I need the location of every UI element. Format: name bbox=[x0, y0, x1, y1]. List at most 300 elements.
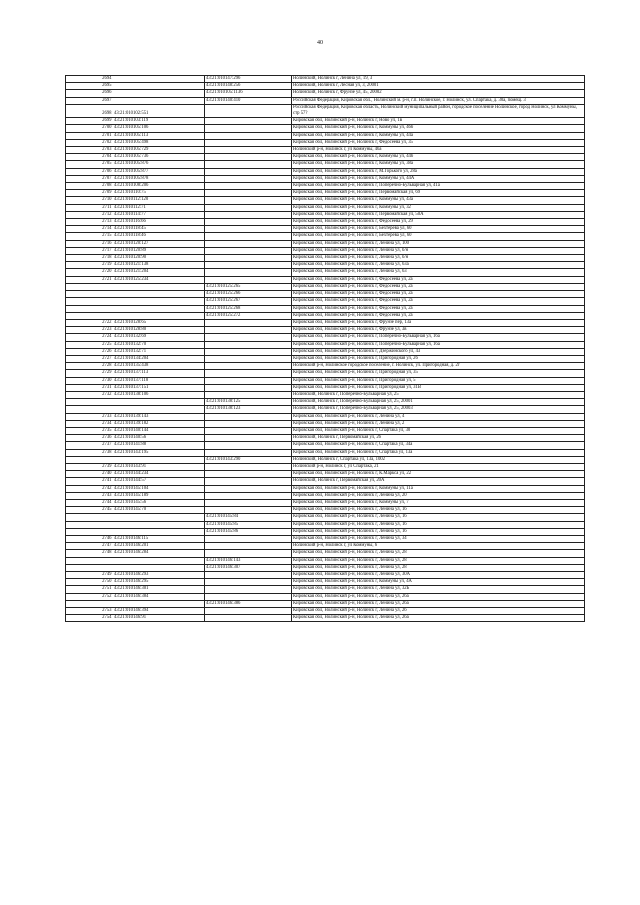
address-cell: Кировская обл, Нолинский р-н, Нолинск г, Ленина ул, 28 bbox=[291, 550, 584, 557]
parcel-cadastral-number-cell: 43:21:010145:56 bbox=[113, 499, 205, 506]
row-number-cell: 2707 bbox=[66, 175, 113, 182]
object-cadastral-number-cell bbox=[204, 183, 291, 190]
table-row bbox=[66, 557, 585, 564]
table-row bbox=[66, 211, 585, 218]
address-cell: Кировская обл, Нолинский р-н, Нолинск г, Ленина ул, 30А bbox=[291, 572, 584, 579]
address-cell: Кировская обл, Нолинский р-н, Нолинск г, Коммуны ул, 38а bbox=[291, 161, 584, 168]
table-row bbox=[66, 168, 585, 175]
row-number-cell: 2726 bbox=[66, 348, 113, 355]
address-cell: Кировская обл, Нолинский р-н, Нолинск г, Поперечно-Бульварная ул, 41а bbox=[291, 183, 584, 190]
row-number-cell: 2742 bbox=[66, 485, 113, 492]
object-cadastral-number-cell bbox=[204, 154, 291, 161]
parcel-cadastral-number-cell bbox=[113, 600, 205, 607]
object-cadastral-number-cell bbox=[204, 593, 291, 600]
object-cadastral-number-cell bbox=[204, 536, 291, 543]
object-cadastral-number-cell bbox=[204, 586, 291, 593]
parcel-cadastral-number-cell: 43:21:010120:127 bbox=[113, 240, 205, 247]
table-row bbox=[66, 355, 585, 362]
row-number-cell: 2702 bbox=[66, 139, 113, 146]
object-cadastral-number-cell bbox=[204, 204, 291, 211]
object-cadastral-number-cell: 43:21:010146:386 bbox=[204, 600, 291, 607]
address-cell: Кировская обл, Нолинский р-н, Нолинск г, Федосеева ул, 35 bbox=[291, 139, 584, 146]
parcel-cadastral-number-cell bbox=[113, 83, 205, 90]
table-row bbox=[66, 579, 585, 586]
table-row bbox=[66, 363, 585, 370]
row-number-cell: 2695 bbox=[66, 83, 113, 90]
object-cadastral-number-cell: 43:21:010125:272 bbox=[204, 312, 291, 319]
address-cell: Кировская обл, Нолинский р-н, Нолинск г, Ленина ул, 2 bbox=[291, 420, 584, 427]
table-row bbox=[66, 615, 585, 622]
row-number-cell: 2717 bbox=[66, 247, 113, 254]
table-row bbox=[66, 521, 585, 528]
table-row bbox=[66, 449, 585, 456]
parcel-cadastral-number-cell: 43:21:010146:384 bbox=[113, 593, 205, 600]
row-number-cell: 2749 bbox=[66, 572, 113, 579]
row-number-cell: 2732 bbox=[66, 391, 113, 398]
parcel-cadastral-number-cell: 43:21:010105:113 bbox=[113, 132, 205, 139]
parcel-cadastral-number-cell: 43:21:010146:295 bbox=[113, 579, 205, 586]
object-cadastral-number-cell: 43:21:010125:267 bbox=[204, 298, 291, 305]
address-cell: Кировская обл, Нолинский р-н, Нолинск г, Коммуны ул, 11а bbox=[291, 485, 584, 492]
object-cadastral-number-cell bbox=[204, 269, 291, 276]
object-cadastral-number-cell: 43:21:010138:123 bbox=[204, 406, 291, 413]
row-number-cell bbox=[66, 528, 113, 535]
row-number-cell bbox=[66, 514, 113, 521]
parcel-cadastral-number-cell: 43:21:010140:144 bbox=[113, 427, 205, 434]
row-number-cell: 2752 bbox=[66, 593, 113, 600]
parcel-cadastral-number-cell: 43:21:010146:301 bbox=[113, 586, 205, 593]
address-cell: Кировская обл, Нолинский р-н, Нолинск г, Ленина ул, 16 bbox=[291, 521, 584, 528]
row-number-cell: 2746 bbox=[66, 536, 113, 543]
parcel-cadastral-number-cell bbox=[113, 305, 205, 312]
parcel-cadastral-number-cell: 43:21:010103:119 bbox=[113, 118, 205, 125]
parcel-cadastral-number-cell: 43:21:010112:71 bbox=[113, 204, 205, 211]
table-row bbox=[66, 240, 585, 247]
address-cell: Кировская обл, Нолинский р-н, Нолинск г, Поперечно-Бульварная ул, 16а bbox=[291, 341, 584, 348]
parcel-cadastral-number-cell: 43:21:010105:106 bbox=[113, 125, 205, 132]
parcel-cadastral-number-cell: 43:21:010141:88 bbox=[113, 442, 205, 449]
address-cell: Кировская обл, Нолинский р-н, Нолинск г, К.Маркса ул, 22 bbox=[291, 471, 584, 478]
address-cell: Кировская обл, Нолинский р-н, Нолинск г, Спартака ул, 34а bbox=[291, 442, 584, 449]
row-number-cell bbox=[66, 283, 113, 290]
object-cadastral-number-cell: 43:21:010147:296 bbox=[204, 76, 291, 83]
parcel-cadastral-number-cell: 43:21:010143:91 bbox=[113, 463, 205, 470]
object-cadastral-number-cell bbox=[204, 161, 291, 168]
address-cell: Кировская обл, Нолинский р-н, Нолинск г, Ленина ул, 28 bbox=[291, 564, 584, 571]
object-cadastral-number-cell: 43:21:010125:268 bbox=[204, 305, 291, 312]
address-cell: Нолинский, Нолинск г, Поперечно-Бульварная ул, 25 bbox=[291, 391, 584, 398]
table-row bbox=[66, 175, 585, 182]
address-cell: Кировская обл, Нолинский р-н, Нолинск г, Первомайская ул, 50А bbox=[291, 211, 584, 218]
parcel-cadastral-number-cell: 43:21:010128:65 bbox=[113, 319, 205, 326]
address-cell: Нолинский, Нолинск г, Лесная ул, 3, 20001 bbox=[291, 83, 584, 90]
address-cell: Кировская обл, Нолинский р-н, Нолинск г, Пригородная ул, 5 bbox=[291, 377, 584, 384]
object-cadastral-number-cell bbox=[204, 104, 291, 117]
row-number-cell: 2744 bbox=[66, 499, 113, 506]
parcel-cadastral-number-cell: 43:21:010146:201 bbox=[113, 543, 205, 550]
table-row bbox=[66, 514, 585, 521]
table-row bbox=[66, 435, 585, 442]
address-cell: Кировская обл, Нолинский р-н, Нолинск г, Коммуны ул, 46б bbox=[291, 125, 584, 132]
address-cell: Кировская обл, Нолинский р-н, Нолинск г, Ленина ул, 63 bbox=[291, 269, 584, 276]
object-cadastral-number-cell bbox=[204, 391, 291, 398]
address-cell: Кировская обл, Нолинский р-н, Нолинск г, Ленина ул, 34 bbox=[291, 536, 584, 543]
address-cell: Кировская обл, Нолинский р-н, Нолинск г, Ленина ул, 20 bbox=[291, 492, 584, 499]
address-cell: Нолинский, Нолинск г, Первомайская ул, 20А bbox=[291, 478, 584, 485]
object-cadastral-number-cell bbox=[204, 197, 291, 204]
row-number-cell: 2716 bbox=[66, 240, 113, 247]
object-cadastral-number-cell bbox=[204, 579, 291, 586]
object-cadastral-number-cell bbox=[204, 175, 291, 182]
table-row bbox=[66, 406, 585, 413]
object-cadastral-number-cell: 43:21:010146:307 bbox=[204, 564, 291, 571]
row-number-cell: 2725 bbox=[66, 341, 113, 348]
row-number-cell: 2724 bbox=[66, 334, 113, 341]
parcel-cadastral-number-cell: 43:21:010143:195 bbox=[113, 449, 205, 456]
table-row bbox=[66, 543, 585, 550]
table-row bbox=[66, 420, 585, 427]
object-cadastral-number-cell bbox=[204, 240, 291, 247]
table-row bbox=[66, 97, 585, 104]
table-row bbox=[66, 413, 585, 420]
address-cell: Кировская обл, Нолинский р-н, Нолинск г, Бехтерева ул, 60 bbox=[291, 233, 584, 240]
address-cell: Кировская обл, Нолинский р-н, Нолинск г, Ленина ул, 16 bbox=[291, 528, 584, 535]
object-cadastral-number-cell bbox=[204, 319, 291, 326]
table-row bbox=[66, 384, 585, 391]
row-number-cell bbox=[66, 600, 113, 607]
parcel-cadastral-number-cell bbox=[113, 564, 205, 571]
row-number-cell bbox=[66, 456, 113, 463]
parcel-cadastral-number-cell: 43:21:010105:877 bbox=[113, 168, 205, 175]
address-cell: Российская Федерация, Кировская область, Нолинский муниципальный район, городское поселение Нолинское, город Нолинск, ул Коммуны, стр 57? bbox=[291, 104, 584, 117]
table-row bbox=[66, 83, 585, 90]
row-number-cell: 2739 bbox=[66, 463, 113, 470]
address-cell: Кировская обл, Нолинский р-н, Нолинск г, Ленина ул, 32Б bbox=[291, 586, 584, 593]
row-number-cell: 2712 bbox=[66, 211, 113, 218]
object-cadastral-number-cell bbox=[204, 572, 291, 579]
row-number-cell bbox=[66, 298, 113, 305]
row-number-cell: 2747 bbox=[66, 543, 113, 550]
row-number-cell: 2727 bbox=[66, 355, 113, 362]
table-row bbox=[66, 399, 585, 406]
address-cell: Кировская обл, Нолинский р-н, Нолинск г, Ленина ул, 16 bbox=[291, 507, 584, 514]
row-number-cell: 2715 bbox=[66, 233, 113, 240]
parcel-cadastral-number-cell: 43:21:010144:57 bbox=[113, 478, 205, 485]
object-cadastral-number-cell bbox=[204, 543, 291, 550]
table-row bbox=[66, 190, 585, 197]
parcel-cadastral-number-cell bbox=[113, 90, 205, 97]
object-cadastral-number-cell: 43:21:010145:86 bbox=[204, 528, 291, 535]
object-cadastral-number-cell bbox=[204, 355, 291, 362]
parcel-cadastral-number-cell: 43:21:010125:234 bbox=[113, 276, 205, 283]
row-number-cell: 2734 bbox=[66, 420, 113, 427]
object-cadastral-number-cell bbox=[204, 118, 291, 125]
parcel-cadastral-number-cell: 43:21:010146:115 bbox=[113, 536, 205, 543]
parcel-cadastral-number-cell: 43:21:010121:138 bbox=[113, 262, 205, 269]
object-cadastral-number-cell bbox=[204, 247, 291, 254]
address-cell: Нолинский р-н, Нолинское городское поселение, г. Нолинск, ул. Пригородная, д. 2г bbox=[291, 363, 584, 370]
object-cadastral-number-cell: 43:21:010125:266 bbox=[204, 291, 291, 298]
parcel-cadastral-number-cell: 43:21:010121:204 bbox=[113, 269, 205, 276]
parcel-cadastral-number-cell: 43:21:010102:551 bbox=[113, 104, 205, 117]
address-cell: Кировская обл, Нолинский р-н, Нолинск г, Федосеева ул, 2а bbox=[291, 312, 584, 319]
parcel-cadastral-number-cell: 43:21:010105:878 bbox=[113, 175, 205, 182]
object-cadastral-number-cell bbox=[204, 219, 291, 226]
row-number-cell: 2731 bbox=[66, 384, 113, 391]
row-number-cell: 2698 bbox=[66, 104, 113, 117]
object-cadastral-number-cell bbox=[204, 608, 291, 615]
parcel-cadastral-number-cell: 43:21:010145:104 bbox=[113, 485, 205, 492]
table-row bbox=[66, 507, 585, 514]
row-number-cell: 2700 bbox=[66, 125, 113, 132]
parcel-cadastral-number-cell: 43:21:010138:106 bbox=[113, 391, 205, 398]
address-cell: Кировская обл, Нолинский р-н, Нолинск г, Федосеева ул, 2а bbox=[291, 283, 584, 290]
row-number-cell: 2694 bbox=[66, 76, 113, 83]
row-number-cell: 2699 bbox=[66, 118, 113, 125]
object-cadastral-number-cell bbox=[204, 499, 291, 506]
parcel-cadastral-number-cell: 43:21:010137:118 bbox=[113, 377, 205, 384]
address-cell: Нолинский р-н, Нолинск г, ул Спартака, 21 bbox=[291, 463, 584, 470]
object-cadastral-number-cell bbox=[204, 384, 291, 391]
row-number-cell: 2738 bbox=[66, 449, 113, 456]
object-cadastral-number-cell bbox=[204, 262, 291, 269]
table-row bbox=[66, 118, 585, 125]
object-cadastral-number-cell bbox=[204, 492, 291, 499]
parcel-cadastral-number-cell bbox=[113, 406, 205, 413]
table-row bbox=[66, 305, 585, 312]
object-cadastral-number-cell bbox=[204, 370, 291, 377]
table-row bbox=[66, 125, 585, 132]
table-row bbox=[66, 572, 585, 579]
row-number-cell: 2705 bbox=[66, 161, 113, 168]
object-cadastral-number-cell: 43:21:010148:256 bbox=[204, 83, 291, 90]
table-row bbox=[66, 528, 585, 535]
address-cell: Кировская обл, Нолинский р-н, Нолинск г, Ленина ул, 16 bbox=[291, 514, 584, 521]
parcel-cadastral-number-cell: 43:21:010137:113 bbox=[113, 370, 205, 377]
row-number-cell: 2753 bbox=[66, 608, 113, 615]
object-cadastral-number-cell: 43:21:010143:290 bbox=[204, 456, 291, 463]
table-row bbox=[66, 226, 585, 233]
address-cell: Нолинский, Нолинск г, Первомайская ул, 26 bbox=[291, 435, 584, 442]
object-cadastral-number-cell bbox=[204, 615, 291, 622]
parcel-cadastral-number-cell bbox=[113, 521, 205, 528]
parcel-cadastral-number-cell bbox=[113, 97, 205, 104]
address-cell: Кировская обл, Нолинский р-н, Нолинск г, Ленина ул, 26а bbox=[291, 593, 584, 600]
row-number-cell bbox=[66, 291, 113, 298]
table-row bbox=[66, 247, 585, 254]
parcel-cadastral-number-cell: 43:21:010105:876 bbox=[113, 161, 205, 168]
row-number-cell: 2703 bbox=[66, 147, 113, 154]
address-cell: Кировская обл, Нолинский р-н, Нолинск г, Коммуны ул, 32 bbox=[291, 204, 584, 211]
table-row bbox=[66, 269, 585, 276]
table-row bbox=[66, 564, 585, 571]
address-cell: Кировская обл, Нолинский р-н, Нолинск г, Фрунзе ул, 3в bbox=[291, 327, 584, 334]
object-cadastral-number-cell: 43:21:010145:85 bbox=[204, 521, 291, 528]
row-number-cell: 2704 bbox=[66, 154, 113, 161]
row-number-cell bbox=[66, 557, 113, 564]
parcel-cadastral-number-cell: 43:21:010118:45 bbox=[113, 226, 205, 233]
row-number-cell: 2754 bbox=[66, 615, 113, 622]
table-row bbox=[66, 283, 585, 290]
table-row bbox=[66, 550, 585, 557]
row-number-cell: 2737 bbox=[66, 442, 113, 449]
row-number-cell: 2751 bbox=[66, 586, 113, 593]
object-cadastral-number-cell bbox=[204, 507, 291, 514]
row-number-cell: 2736 bbox=[66, 435, 113, 442]
parcel-cadastral-number-cell: 43:21:010146:293 bbox=[113, 572, 205, 579]
address-cell: Кировская обл, Нолинский р-н, Нолинск г, Федосеева ул, 29 bbox=[291, 219, 584, 226]
parcel-cadastral-number-cell: 43:21:010110:75 bbox=[113, 190, 205, 197]
address-cell: Кировская обл, Нолинский р-н, Нолинск г, Коммуны ул, 44а bbox=[291, 132, 584, 139]
table-row bbox=[66, 132, 585, 139]
object-cadastral-number-cell: 43:21:010105:1136 bbox=[204, 90, 291, 97]
registry-table-body bbox=[66, 76, 585, 622]
object-cadastral-number-cell bbox=[204, 327, 291, 334]
row-number-cell: 2748 bbox=[66, 550, 113, 557]
address-cell: Нолинский р-н, Нолинск г, ул Коммуны, 6 bbox=[291, 543, 584, 550]
parcel-cadastral-number-cell: 43:21:010105:729 bbox=[113, 147, 205, 154]
object-cadastral-number-cell bbox=[204, 334, 291, 341]
parcel-cadastral-number-cell: 43:21:010146:394 bbox=[113, 608, 205, 615]
parcel-cadastral-number-cell: 43:21:010146:284 bbox=[113, 550, 205, 557]
address-cell: Нолинский, Нолинск г, Поперечно-Бульварная ул, 25, 20001 bbox=[291, 399, 584, 406]
parcel-cadastral-number-cell: 43:21:010120:90 bbox=[113, 255, 205, 262]
table-row bbox=[66, 298, 585, 305]
table-row bbox=[66, 341, 585, 348]
parcel-cadastral-number-cell: 43:21:010145:189 bbox=[113, 492, 205, 499]
address-cell: Кировская обл, Нолинский р-н, Нолинск г, Коммуны ул, 43а bbox=[291, 197, 584, 204]
parcel-cadastral-number-cell: 43:21:010140:56 bbox=[113, 435, 205, 442]
address-cell: Нолинский, Нолинск г, Фрунзе ул, 45, 20002 bbox=[291, 90, 584, 97]
table-row bbox=[66, 104, 585, 117]
object-cadastral-number-cell bbox=[204, 226, 291, 233]
table-row bbox=[66, 492, 585, 499]
table-row bbox=[66, 600, 585, 607]
object-cadastral-number-cell bbox=[204, 168, 291, 175]
row-number-cell: 2706 bbox=[66, 168, 113, 175]
parcel-cadastral-number-cell bbox=[113, 291, 205, 298]
parcel-cadastral-number-cell bbox=[113, 298, 205, 305]
address-cell: Нолинский, Нолинск г, Ленина ул, 19, 3 bbox=[291, 76, 584, 83]
table-row bbox=[66, 536, 585, 543]
table-row bbox=[66, 219, 585, 226]
row-number-cell: 2719 bbox=[66, 262, 113, 269]
parcel-cadastral-number-cell bbox=[113, 456, 205, 463]
object-cadastral-number-cell: 43:21:010138:125 bbox=[204, 399, 291, 406]
row-number-cell bbox=[66, 399, 113, 406]
object-cadastral-number-cell bbox=[204, 211, 291, 218]
table-row bbox=[66, 485, 585, 492]
address-cell: Кировская обл, Нолинский р-н, Нолинск г, Ленина ул, 28 bbox=[291, 557, 584, 564]
object-cadastral-number-cell bbox=[204, 413, 291, 420]
parcel-cadastral-number-cell bbox=[113, 399, 205, 406]
row-number-cell: 2728 bbox=[66, 363, 113, 370]
table-row bbox=[66, 204, 585, 211]
address-cell: Кировская обл, Нолинский р-н, Нолинск г, Коммуны ул, 4А bbox=[291, 579, 584, 586]
table-row bbox=[66, 197, 585, 204]
table-row bbox=[66, 478, 585, 485]
row-number-cell: 2733 bbox=[66, 413, 113, 420]
parcel-cadastral-number-cell bbox=[113, 283, 205, 290]
row-number-cell: 2710 bbox=[66, 197, 113, 204]
parcel-cadastral-number-cell: 43:21:010144:234 bbox=[113, 471, 205, 478]
address-cell: Кировская обл, Нолинский р-н, Нолинск г, Ленина ул, 26а bbox=[291, 600, 584, 607]
parcel-cadastral-number-cell: 43:21:010139:143 bbox=[113, 413, 205, 420]
address-cell: Кировская обл, Нолинский р-н, Нолинск г, Ленина ул, 63а bbox=[291, 262, 584, 269]
address-cell: Кировская обл, Нолинский р-н, Нолинск г, Поперечно-Бульварная ул, 16а bbox=[291, 334, 584, 341]
address-cell: Кировская обл, Нолинский р-н, Нолинск г, Федосеева ул, 2а bbox=[291, 276, 584, 283]
row-number-cell: 2745 bbox=[66, 507, 113, 514]
parcel-cadastral-number-cell bbox=[113, 76, 205, 83]
table-row bbox=[66, 147, 585, 154]
table-row bbox=[66, 370, 585, 377]
row-number-cell: 2729 bbox=[66, 370, 113, 377]
parcel-cadastral-number-cell bbox=[113, 528, 205, 535]
parcel-cadastral-number-cell: 43:21:010114:77 bbox=[113, 211, 205, 218]
object-cadastral-number-cell bbox=[204, 276, 291, 283]
object-cadastral-number-cell bbox=[204, 449, 291, 456]
object-cadastral-number-cell bbox=[204, 442, 291, 449]
table-row bbox=[66, 327, 585, 334]
address-cell: Кировская обл, Нолинский р-н, Нолинск г, М.Горького ул, 28а bbox=[291, 168, 584, 175]
address-cell: Кировская обл, Нолинский р-н, Нолинск г, Коммуны ул, 44б bbox=[291, 154, 584, 161]
address-cell: Нолинский р-н, Нолинск г, ул Коммуны, 46а bbox=[291, 147, 584, 154]
table-row bbox=[66, 312, 585, 319]
parcel-cadastral-number-cell bbox=[113, 312, 205, 319]
address-cell: Кировская обл, Нолинский р-н, Нолинск г, Бехтерева ул, 60 bbox=[291, 226, 584, 233]
parcel-cadastral-number-cell: 43:21:010145:70 bbox=[113, 507, 205, 514]
table-row bbox=[66, 593, 585, 600]
table-row bbox=[66, 319, 585, 326]
parcel-cadastral-number-cell: 43:21:010139:182 bbox=[113, 420, 205, 427]
table-row bbox=[66, 154, 585, 161]
parcel-cadastral-number-cell: 43:21:010118:46 bbox=[113, 233, 205, 240]
parcel-cadastral-number-cell: 43:21:010120:89 bbox=[113, 247, 205, 254]
table-row bbox=[66, 348, 585, 355]
table-row bbox=[66, 608, 585, 615]
row-number-cell: 2721 bbox=[66, 276, 113, 283]
object-cadastral-number-cell bbox=[204, 125, 291, 132]
object-cadastral-number-cell bbox=[204, 435, 291, 442]
row-number-cell bbox=[66, 305, 113, 312]
row-number-cell bbox=[66, 564, 113, 571]
object-cadastral-number-cell bbox=[204, 485, 291, 492]
object-cadastral-number-cell bbox=[204, 255, 291, 262]
table-row bbox=[66, 334, 585, 341]
row-number-cell bbox=[66, 312, 113, 319]
table-row bbox=[66, 499, 585, 506]
table-row bbox=[66, 586, 585, 593]
object-cadastral-number-cell bbox=[204, 377, 291, 384]
row-number-cell: 2723 bbox=[66, 327, 113, 334]
table-row bbox=[66, 183, 585, 190]
parcel-cadastral-number-cell: 43:21:010132:71 bbox=[113, 348, 205, 355]
row-number-cell: 2711 bbox=[66, 204, 113, 211]
table-row bbox=[66, 377, 585, 384]
table-row bbox=[66, 255, 585, 262]
table-row bbox=[66, 391, 585, 398]
address-cell: Кировская обл, Нолинский р-н, Нолинск г, Ленина ул, 26 bbox=[291, 608, 584, 615]
object-cadastral-number-cell bbox=[204, 139, 291, 146]
object-cadastral-number-cell bbox=[204, 363, 291, 370]
row-number-cell: 2730 bbox=[66, 377, 113, 384]
address-cell: Кировская обл, Нолинский р-н, Нолинск г, Пригородная ул, 35 bbox=[291, 370, 584, 377]
parcel-cadastral-number-cell: 43:21:010146:91 bbox=[113, 615, 205, 622]
table-row bbox=[66, 90, 585, 97]
table-row bbox=[66, 456, 585, 463]
address-cell: Кировская обл, Нолинский р-н, Нолинск г, Пригородная ул, 31В bbox=[291, 384, 584, 391]
object-cadastral-number-cell: 43:21:010145:84 bbox=[204, 514, 291, 521]
